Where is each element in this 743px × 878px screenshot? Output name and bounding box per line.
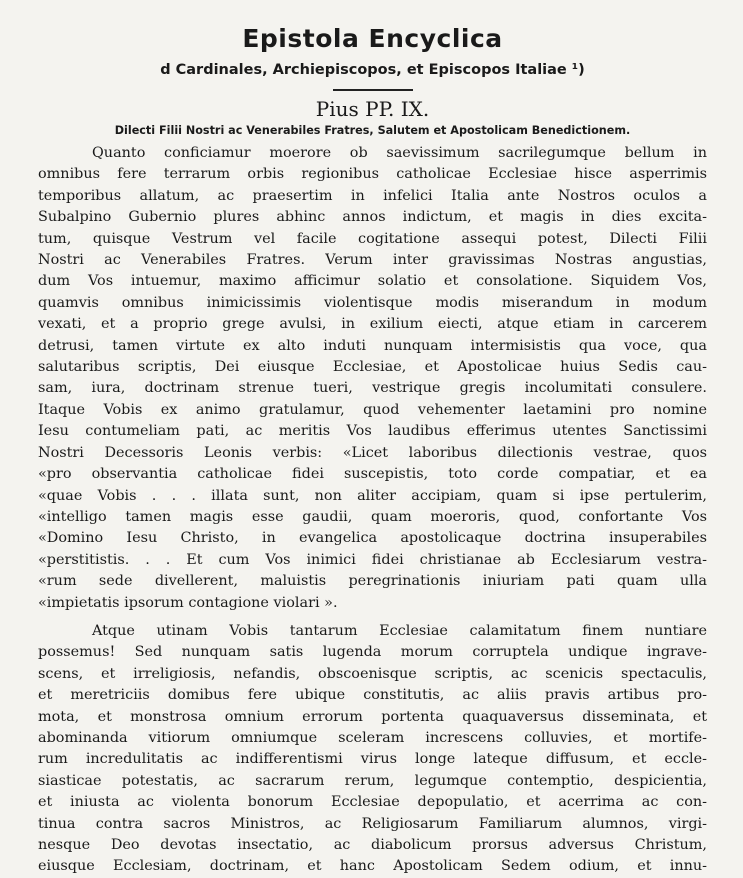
- text-line: quamvis omnibus inimicissimis violentisque modis miserandum in modum: [38, 294, 707, 311]
- text-line: Quanto conficiamur moerore ob saevissimum sacrilegumque bellum in: [92, 145, 707, 161]
- text-line: Nostri ac Venerabiles Fratres. Verum inter gravissimas Nostras angustias,: [38, 252, 707, 269]
- text-line: eiusque Ecclesiam, doctrinam, et hanc Apostolicam Sedem odium, et innu-: [38, 858, 707, 875]
- text-line: mota, et monstrosa omnium errorum portenta quaquaversus disseminata, et: [38, 708, 707, 725]
- text-line: «quae Vobis . . . illata sunt, non aliter accipiam, quam si ipse pertulerim,: [38, 487, 707, 504]
- text-line: «rum sede divellerent, maluistis peregrinationis iniuriam pati quam ulla: [38, 573, 707, 590]
- text-line: scens, et irreligiosis, nefandis, obscoenisque scriptis, ac scenicis spectaculis,: [38, 665, 707, 682]
- text-line: «perstitistis. . . Et cum Vos inimici fidei christianae ab Ecclesiarum vestra-: [38, 551, 707, 568]
- text-line: et iniusta ac violenta bonorum Ecclesiae depopulatio, et acerrima ac con-: [38, 794, 707, 811]
- author-heading: Pius PP. IX.: [315, 97, 430, 121]
- text-line: Nostri Decessoris Leonis verbis: «Licet laboribus dilectionis vestrae, quos: [38, 444, 707, 461]
- text-line: vexati, et a proprio grege avulsi, in exilium eiecti, atque etiam in carcerem: [38, 316, 707, 333]
- title-divider: [333, 89, 413, 91]
- text-line: Subalpino Gubernio plures abhinc annos indictum, et magis in dies excita-: [38, 209, 707, 226]
- text-line: tum, quisque Vestrum vel facile cogitatione assequi potest, Dilecti Filii: [38, 230, 707, 247]
- text-line: «pro observantia catholicae fidei suscepistis, toto corde compatiar, et ea: [38, 466, 707, 483]
- document-subtitle: d Cardinales, Archiepiscopos, et Episcopos Italiae ¹): [160, 62, 585, 78]
- text-line: tinua contra sacros Ministros, ac Religiosarum Familiarum alumnos, virgi-: [38, 815, 707, 832]
- salutation-line: Dilecti Filii Nostri ac Venerabiles Fratres, Salutem et Apostolicam Benedictionem.: [114, 124, 631, 137]
- text-line: «impietatis ipsorum contagione violari ».: [38, 594, 338, 611]
- text-line: dum Vos intuemur, maximo afficimur solatio et consolatione. Siquidem Vos,: [38, 273, 707, 290]
- paragraph-2: [38, 621, 707, 878]
- text-line: detrusi, tamen virtute ex alto induti nunquam intermisistis qua voce, qua: [38, 337, 707, 354]
- text-line: «intelligo tamen magis esse gaudii, quam moeroris, quod, confortante Vos: [38, 508, 707, 525]
- text-line: rum incredulitatis ac indifferentismi virus longe lateque diffusum, et eccle-: [38, 751, 707, 768]
- text-line: Iesu contumeliam pati, ac meritis Vos laudibus efferimus utentes Sanctissimi: [38, 423, 707, 440]
- text-line: temporibus allatum, ac praesertim in infelici Italia ante Nostros oculos a: [38, 187, 707, 204]
- text-line: nesque Deo devotas insectatio, ac diabolicum prorsus adversus Christum,: [38, 837, 707, 853]
- paragraph-1: [38, 143, 707, 614]
- text-line: Itaque Vobis ex animo gratulamur, quod vehementer laetamini pro nomine: [38, 401, 707, 418]
- text-line: omnibus fere terrarum orbis regionibus catholicae Ecclesiae hisce asperrimis: [38, 166, 707, 183]
- text-line: Atque utinam Vobis tantarum Ecclesiae calamitatum finem nuntiare: [92, 622, 707, 639]
- text-line: sam, iura, doctrinam strenue tueri, vestrique gregis incolumitati consulere.: [38, 380, 707, 397]
- text-line: siasticae potestatis, ac sacrarum rerum, legumque contemptio, despicientia,: [38, 772, 707, 789]
- document-title: Epistola Encyclica: [242, 24, 503, 53]
- text-line: possemus! Sed nunquam satis lugenda morum corruptela undique ingrave-: [38, 644, 707, 661]
- text-line: et meretriciis domibus fere ubique constitutis, ac aliis pravis artibus pro-: [38, 687, 707, 704]
- paragraph-gap: [38, 614, 707, 621]
- text-line: abominanda vitiorum omniumque sceleram increscens colluvies, et mortife-: [38, 729, 707, 746]
- text-line: salutaribus scriptis, Dei eiusque Ecclesiae, et Apostolicae huius Sedis cau-: [38, 359, 707, 376]
- text-line: «Domino Iesu Christo, in evangelica apostolicaque doctrina insuperabiles: [38, 530, 707, 547]
